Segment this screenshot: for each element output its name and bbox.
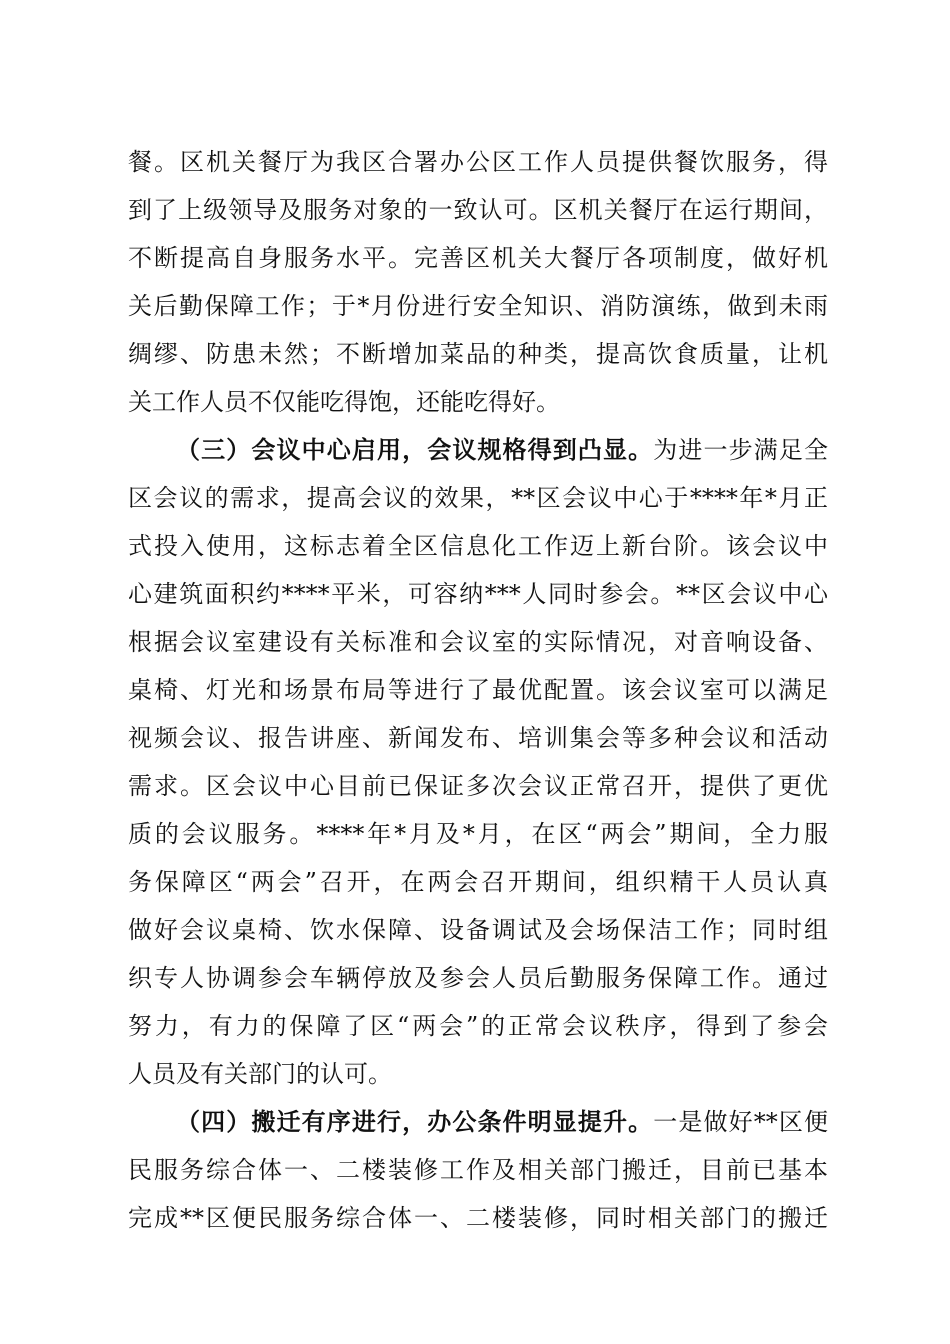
paragraph-1-line-4: 关后勤保障工作；于*月份进行安全知识、消防演练，做到未雨 — [128, 292, 828, 320]
paragraph-3-line-1-rest: 一是做好**区便 — [653, 1108, 829, 1136]
paragraph-3-line-3: 完成**区便民服务综合体一、二楼装修，同时相关部门的搬迁 — [128, 1204, 828, 1232]
paragraph-2-line-5: 根据会议室建设有关标准和会议室的实际情况，对音响设备、 — [128, 628, 828, 656]
paragraph-2-line-4: 心建筑面积约****平米，可容纳***人同时参会。**区会议中心 — [128, 580, 828, 608]
paragraph-2-line-3: 式投入使用，这标志着全区信息化工作迈上新台阶。该会议中 — [128, 532, 828, 560]
section-heading-four: （四）搬迁有序进行，办公条件明显提升。 — [176, 1108, 654, 1136]
paragraph-2-line-9: 质的会议服务。****年*月及*月，在区“两会”期间，全力服 — [128, 820, 828, 848]
paragraph-2-line-10: 务保障区“两会”召开，在两会召开期间，组织精干人员认真 — [128, 868, 828, 896]
paragraph-2-line-14: 人员及有关部门的认可。 — [128, 1060, 392, 1088]
paragraph-2-line-12: 织专人协调参会车辆停放及参会人员后勤服务保障工作。通过 — [128, 964, 828, 992]
paragraph-1-line-2: 到了上级领导及服务对象的一致认可。区机关餐厅在运行期间， — [128, 196, 828, 224]
paragraph-3-line-1 — [176, 1102, 828, 1142]
paragraph-2-line-8: 需求。区会议中心目前已保证多次会议正常召开，提供了更优 — [128, 772, 828, 800]
paragraph-1-line-5: 绸缪、防患未然；不断增加菜品的种类，提高饮食质量，让机 — [128, 340, 828, 368]
paragraph-1-line-3: 不断提高自身服务水平。完善区机关大餐厅各项制度，做好机 — [128, 244, 828, 272]
paragraph-2-line-6: 桌椅、灯光和场景布局等进行了最优配置。该会议室可以满足 — [128, 676, 828, 704]
paragraph-1-line-6: 关工作人员不仅能吃得饱，还能吃得好。 — [128, 388, 560, 416]
section-heading-three: （三）会议中心启用，会议规格得到凸显。 — [176, 436, 654, 464]
paragraph-2-line-11: 做好会议桌椅、饮水保障、设备调试及会场保洁工作；同时组 — [128, 916, 828, 944]
paragraph-2-line-13: 努力，有力的保障了区“两会”的正常会议秩序，得到了参会 — [128, 1012, 828, 1040]
paragraph-2-line-1-rest: 为进一步满足全 — [653, 436, 829, 464]
paragraph-2-line-1 — [176, 430, 828, 470]
paragraph-2-line-2: 区会议的需求，提高会议的效果，**区会议中心于****年*月正 — [128, 484, 828, 512]
paragraph-2-line-7: 视频会议、报告讲座、新闻发布、培训集会等多种会议和活动 — [128, 724, 828, 752]
paragraph-3-line-2: 民服务综合体一、二楼装修工作及相关部门搬迁，目前已基本 — [128, 1156, 828, 1184]
paragraph-1-line-1: 餐。区机关餐厅为我区合署办公区工作人员提供餐饮服务，得 — [128, 148, 828, 176]
